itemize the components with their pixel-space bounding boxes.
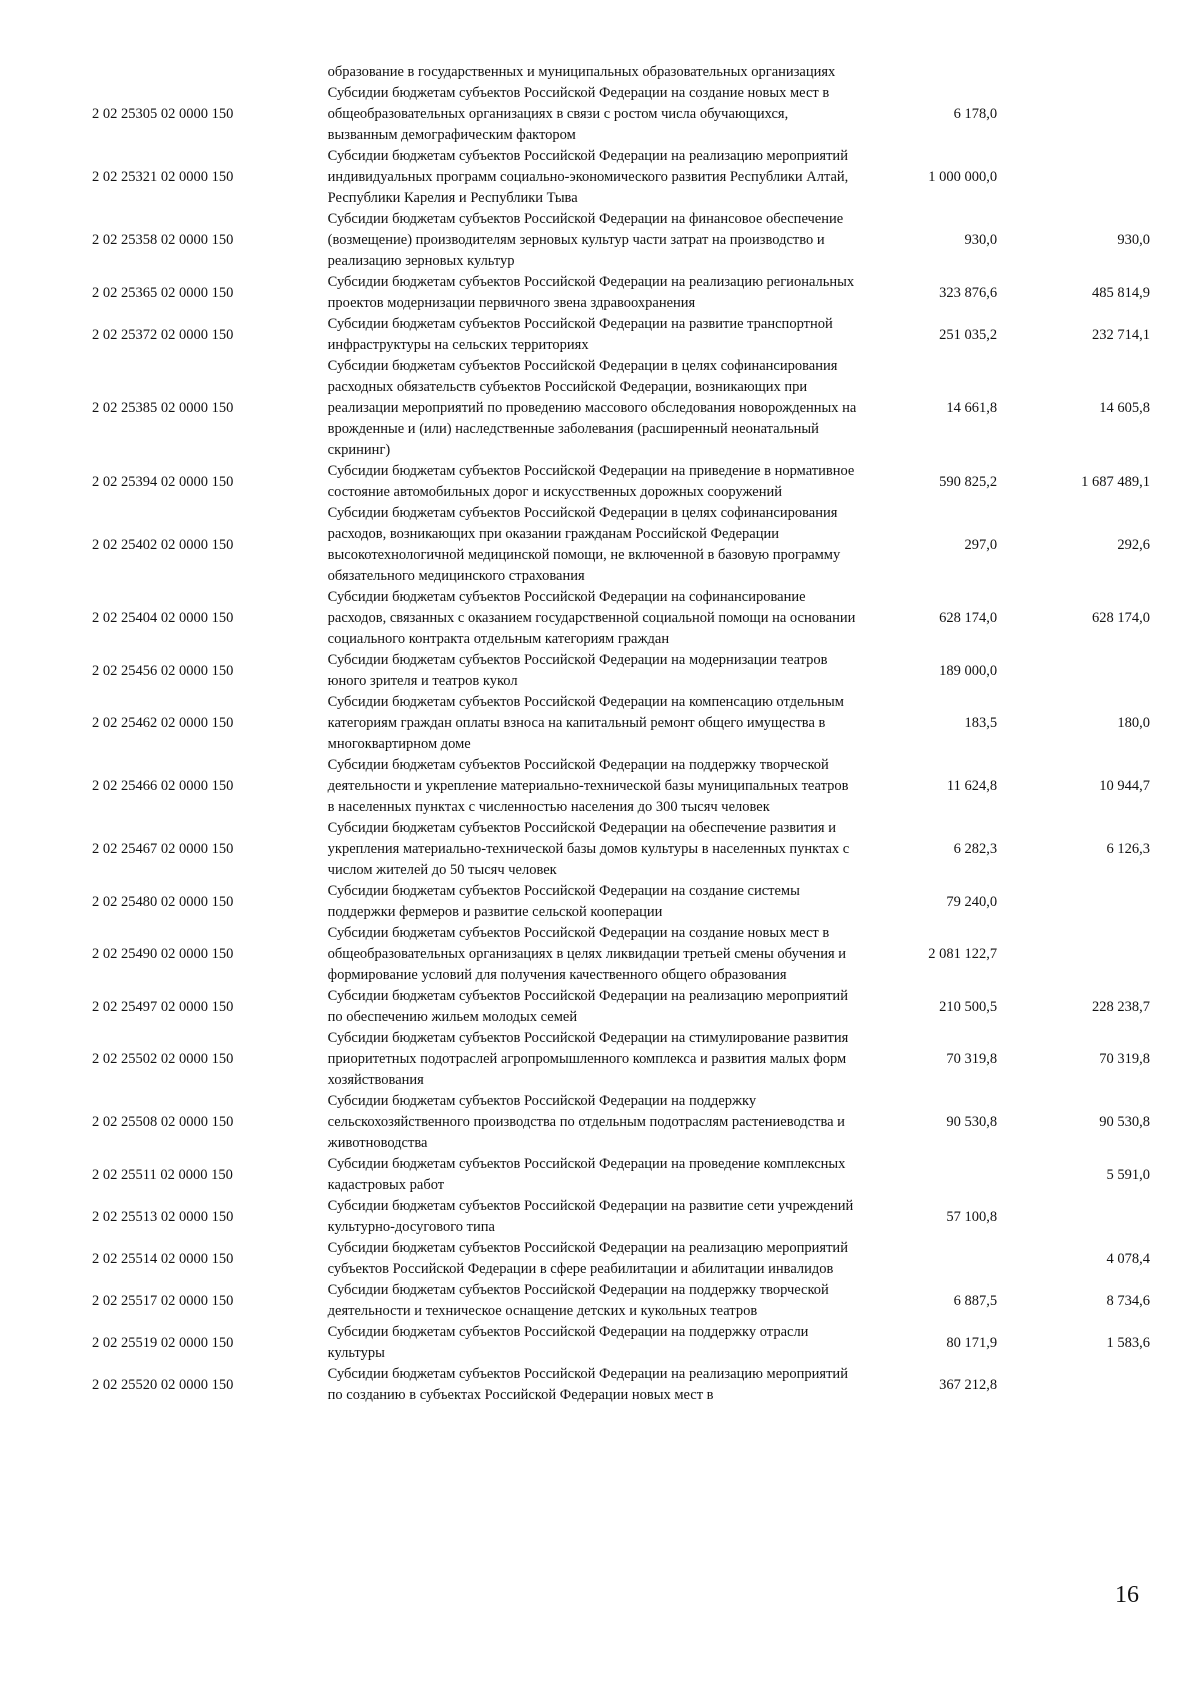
description-cell: Субсидии бюджетам субъектов Российской Федерации на реализацию мероприятий по обеспечению жильем молодых семей [327,988,848,1025]
amount-year1-cell: 930,0 [964,232,998,248]
table-row [60,1238,1150,1280]
budget-code-cell: 2 02 25497 02 0000 150 [92,998,234,1015]
description-cell: Субсидии бюджетам субъектов Российской Федерации на проведение комплексных кадастровых работ [327,1156,846,1193]
amount-year1-cell: 297,0 [964,536,998,553]
description-cell: Субсидии бюджетам субъектов Российской Федерации на реализацию региональных проектов модернизации первичного звена здравоохранения [327,274,855,311]
amount-year1-cell: 70 319,8 [946,1051,998,1067]
budget-code-cell: 2 02 25519 02 0000 150 [92,1334,234,1351]
description-cell: Субсидии бюджетам субъектов Российской Федерации на создание новых мест в общеобразовательных организациях в связи с ростом числа обучающихся, вызванным демографическим фактором [327,85,830,143]
budget-code-cell: 2 02 25394 02 0000 150 [92,473,234,490]
budget-code-cell: 2 02 25508 02 0000 150 [92,1114,234,1130]
amount-year1-cell: 367 212,8 [939,1376,998,1393]
table-row [60,755,1150,818]
amount-year2-cell: 180,0 [1117,715,1150,731]
amount-year1-cell: 6 282,3 [953,841,998,857]
description-cell: Субсидии бюджетам субъектов Российской Федерации на развитие транспортной инфраструктуры на сельских территориях [327,316,833,353]
budget-code-cell: 2 02 25462 02 0000 150 [92,715,234,731]
description-cell: Субсидии бюджетам субъектов Российской Федерации на реализацию мероприятий субъектов Российской Федерации в сфере реабилитации и абилитации инвалидов [327,1240,848,1277]
description-cell: Субсидии бюджетам субъектов Российской Федерации на развитие сети учреждений культурно-досугового типа [327,1198,854,1235]
description-cell: Субсидии бюджетам субъектов Российской Федерации в целях софинансирования расходных обязательств субъектов Российской Федерации, возникающих при реализации мероприятий по проведению массового обследования новорожденных на врожденные и (или) наследственные заболевания (расширенный неонатальный скрининг) [327,358,857,458]
description-cell: Субсидии бюджетам субъектов Российской Федерации на стимулирование развития приоритетных подотраслей агропромышленного комплекса и развития малых форм хозяйствования [327,1030,849,1088]
table-row [60,650,1150,692]
table-row [60,692,1150,755]
amount-year2-cell: 4 078,4 [1106,1250,1150,1267]
table-row [60,1028,1150,1091]
description-cell: образование в государственных и муниципальных образовательных организациях [327,64,836,80]
budget-code-cell: 2 02 25456 02 0000 150 [92,662,234,679]
budget-code-cell: 2 02 25511 02 0000 150 [92,1166,233,1183]
amount-year1-cell: 323 876,6 [939,284,998,301]
amount-year1-cell: 210 500,5 [939,998,998,1015]
table-row [60,314,1150,356]
amount-year1-cell: 14 661,8 [946,400,998,416]
amount-year1-cell: 590 825,2 [939,473,998,490]
amount-year1-cell: 11 624,8 [946,778,998,794]
description-cell: Субсидии бюджетам субъектов Российской Федерации на реализацию мероприятий индивидуальных программ социально-экономического развития Республики Алтай, Республики Карелия и Республики Тыва [327,148,849,206]
amount-year1-cell: 189 000,0 [939,662,998,679]
page-number: 16 [1115,1582,1139,1608]
amount-year2-cell: 292,6 [1117,536,1150,553]
table-row [60,62,1150,83]
description-cell: Субсидии бюджетам субъектов Российской Федерации на обеспечение развития и укрепления материально-технической базы домов культуры в населенных пунктах с числом жителей до 50 тысяч человек [327,820,850,878]
budget-code-cell: 2 02 25365 02 0000 150 [92,284,234,301]
budget-code-cell: 2 02 25517 02 0000 150 [92,1292,234,1309]
amount-year2-cell: 1 687 489,1 [1081,473,1150,490]
amount-year2-cell: 5 591,0 [1106,1166,1150,1183]
budget-code-cell: 2 02 25513 02 0000 150 [92,1208,234,1225]
table-row [60,1196,1150,1238]
amount-year2-cell: 228 238,7 [1092,998,1150,1015]
description-cell: Субсидии бюджетам субъектов Российской Федерации в целях софинансирования расходов, возникающих при оказании гражданам Российской Федерации высокотехнологичной медицинской помощи, не включенной в базовую программу обязательного медицинского страхования [327,505,841,584]
amount-year2-cell: 628 174,0 [1092,610,1150,626]
description-cell: Субсидии бюджетам субъектов Российской Федерации на финансовое обеспечение (возмещение) производителям зерновых культур части затрат на производство и реализацию зерновых культур [327,211,844,269]
amount-year2-cell: 90 530,8 [1099,1114,1150,1130]
amount-year1-cell: 1 000 000,0 [928,169,998,185]
amount-year1-cell: 628 174,0 [939,610,998,626]
table-row [60,83,1150,146]
table-row [60,587,1150,650]
budget-code-cell: 2 02 25385 02 0000 150 [92,400,234,416]
amount-year1-cell: 183,5 [964,715,998,731]
budget-code-cell: 2 02 25490 02 0000 150 [92,946,234,962]
description-cell: Субсидии бюджетам субъектов Российской Федерации на поддержку творческой деятельности и укрепление материально-технической базы муниципальных театров в населенных пунктах с численностью населения до 300 тысяч человек [327,757,849,815]
amount-year1-cell: 6 178,0 [953,106,998,122]
description-cell: Субсидии бюджетам субъектов Российской Федерации на поддержку отрасли культуры [327,1324,809,1361]
budget-table [60,62,1150,1406]
budget-code-cell: 2 02 25402 02 0000 150 [92,536,234,553]
table-row [60,146,1150,209]
description-cell: Субсидии бюджетам субъектов Российской Федерации на приведение в нормативное состояние автомобильных дорог и искусственных дорожных сооружений [327,463,855,500]
budget-code-cell: 2 02 25372 02 0000 150 [92,326,234,343]
amount-year1-cell: 251 035,2 [939,326,998,343]
amount-year2-cell: 485 814,9 [1092,284,1150,301]
description-cell: Субсидии бюджетам субъектов Российской Федерации на модернизации театров юного зрителя и театров кукол [327,652,828,689]
amount-year1-cell: 57 100,8 [946,1208,998,1225]
table-row [60,1364,1150,1406]
table-row [60,1154,1150,1196]
description-cell: Субсидии бюджетам субъектов Российской Федерации на реализацию мероприятий по созданию в субъектах Российской Федерации новых мест в [327,1366,848,1403]
description-cell: Субсидии бюджетам субъектов Российской Федерации на софинансирование расходов, связанных с оказанием государственной социальной помощи на основании социального контракта отдельным категориям граждан [327,589,856,647]
description-cell: Субсидии бюджетам субъектов Российской Федерации на компенсацию отдельным категориям граждан оплаты взноса на капитальный ремонт общего имущества в многоквартирном доме [327,694,844,752]
description-cell: Субсидии бюджетам субъектов Российской Федерации на поддержку сельскохозяйственного производства по отдельным подотраслям растениеводства и животноводства [327,1093,845,1151]
budget-code-cell: 2 02 25514 02 0000 150 [92,1250,234,1267]
budget-code-cell: 2 02 25520 02 0000 150 [92,1376,234,1393]
table-row [60,356,1150,461]
amount-year1-cell: 90 530,8 [946,1114,998,1130]
table-row [60,503,1150,587]
budget-code-cell: 2 02 25480 02 0000 150 [92,893,234,910]
description-cell: Субсидии бюджетам субъектов Российской Федерации на создание системы поддержки фермеров и развитие сельской кооперации [327,883,800,920]
budget-code-cell: 2 02 25305 02 0000 150 [92,106,234,122]
amount-year2-cell: 10 944,7 [1099,778,1150,794]
amount-year2-cell: 14 605,8 [1099,400,1150,416]
table-row [60,272,1150,314]
table-row [60,1280,1150,1322]
description-cell: Субсидии бюджетам субъектов Российской Федерации на поддержку творческой деятельности и техническое оснащение детских и кукольных театров [327,1282,829,1319]
budget-code-cell: 2 02 25321 02 0000 150 [92,169,234,185]
table-row [60,1322,1150,1364]
budget-code-cell: 2 02 25502 02 0000 150 [92,1051,234,1067]
amount-year1-cell: 79 240,0 [946,893,998,910]
amount-year1-cell: 2 081 122,7 [928,946,998,962]
amount-year2-cell: 1 583,6 [1106,1334,1150,1351]
table-row [60,461,1150,503]
amount-year2-cell: 8 734,6 [1106,1292,1150,1309]
table-row [60,1091,1150,1154]
table-row [60,209,1150,272]
budget-code-cell: 2 02 25404 02 0000 150 [92,610,234,626]
amount-year1-cell: 6 887,5 [953,1292,998,1309]
table-row [60,818,1150,881]
amount-year2-cell: 930,0 [1117,232,1150,248]
table-row [60,986,1150,1028]
table-row [60,881,1150,923]
budget-code-cell: 2 02 25358 02 0000 150 [92,232,234,248]
amount-year2-cell: 70 319,8 [1099,1051,1150,1067]
description-cell: Субсидии бюджетам субъектов Российской Федерации на создание новых мест в общеобразовательных организациях в целях ликвидации третьей смены обучения и формирование условий для получения качественного общего образования [327,925,847,983]
budget-code-cell: 2 02 25466 02 0000 150 [92,778,234,794]
budget-code-cell: 2 02 25467 02 0000 150 [92,841,234,857]
table-row [60,923,1150,986]
amount-year1-cell: 80 171,9 [946,1334,998,1351]
amount-year2-cell: 6 126,3 [1106,841,1150,857]
amount-year2-cell: 232 714,1 [1092,326,1150,343]
